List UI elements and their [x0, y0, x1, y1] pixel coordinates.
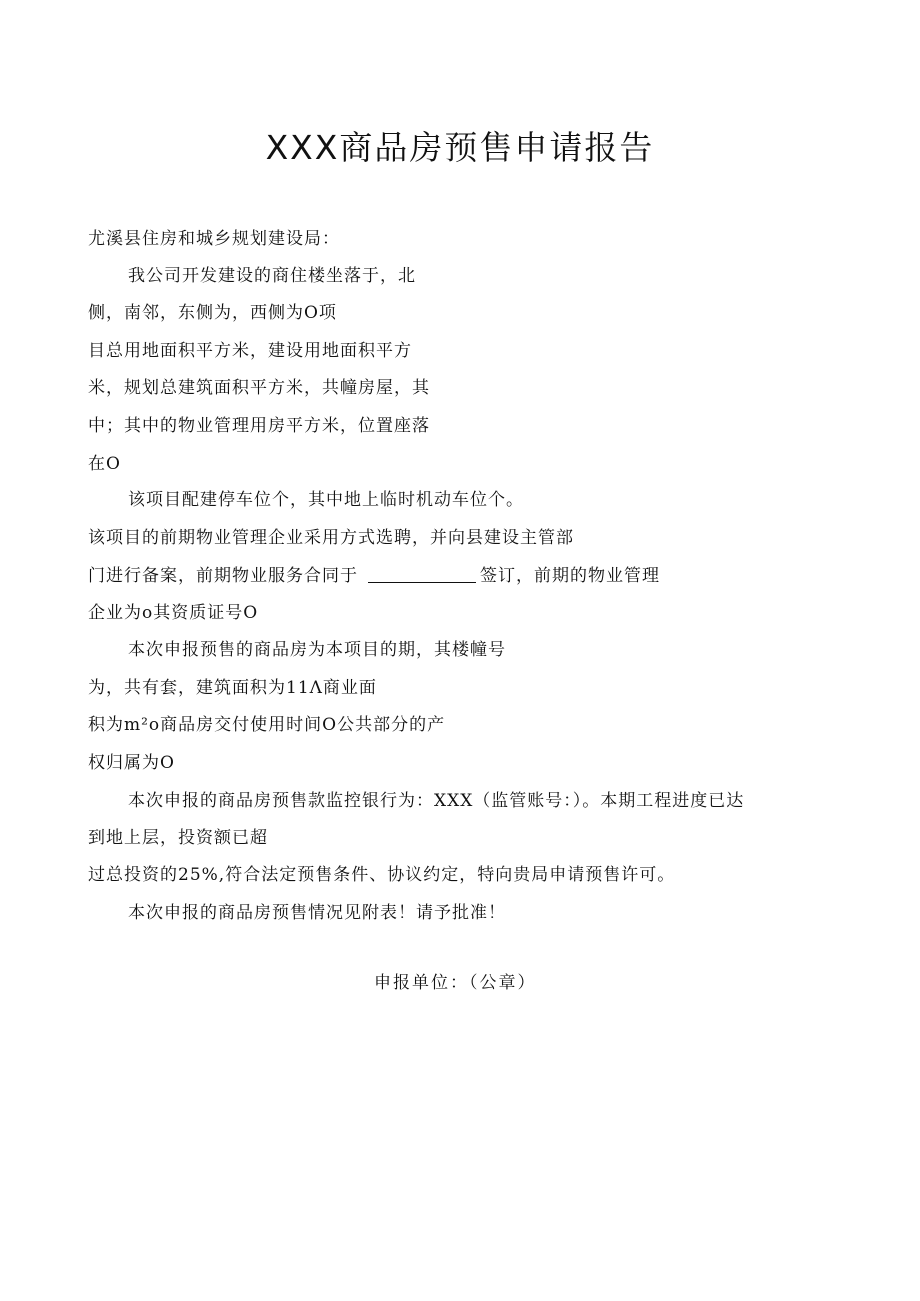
paragraph-line: 为，共有套，建筑面积为11Λ商业面	[88, 678, 377, 698]
paragraph-line: 本次申报的商品房预售情况见附表！请予批准！	[128, 903, 506, 923]
signature-line: 申报单位：（公章）	[374, 973, 537, 993]
paragraph-fragment: 门进行备案，前期物业服务合同于	[88, 566, 358, 586]
paragraph-line: 在O	[88, 454, 121, 474]
document-title: XXX商品房预售申请报告	[265, 128, 655, 167]
paragraph-line: 权归属为O	[88, 753, 175, 773]
paragraph-line: 米，规划总建筑面积平方米，共幢房屋，其	[88, 378, 430, 398]
paragraph-line: 积为m²o商品房交付使用时间O公共部分的产	[88, 715, 446, 735]
paragraph-line: 企业为o其资质证号O	[88, 603, 259, 623]
fill-in-blank	[368, 566, 476, 583]
salutation: 尤溪县住房和城乡规划建设局：	[88, 229, 340, 249]
paragraph-line: 中；其中的物业管理用房平方米，位置座落	[88, 416, 430, 436]
paragraph-line: 到地上层，投资额已超	[88, 828, 268, 848]
paragraph-fragment: 签订，前期的物业管理	[480, 566, 660, 586]
paragraph-line: 该项目的前期物业管理企业采用方式选聘，并向县建设主管部	[88, 528, 574, 548]
paragraph-line-with-blank	[88, 565, 660, 587]
paragraph-line: 目总用地面积平方米，建设用地面积平方	[88, 341, 412, 361]
paragraph-line: 过总投资的25%,符合法定预售条件、协议约定，特向贵局申请预售许可。	[88, 865, 676, 885]
paragraph-line: 本次申报预售的商品房为本项目的期，其楼幢号	[128, 640, 506, 660]
paragraph-line: 我公司开发建设的商住楼坐落于，北	[128, 266, 416, 286]
paragraph-line: 本次申报的商品房预售款监控银行为：XXX（监管账号：）。本期工程进度已达	[128, 791, 745, 811]
paragraph-line: 该项目配建停车位个，其中地上临时机动车位个。	[128, 490, 524, 510]
paragraph-line: 侧，南邻，东侧为，西侧为O项	[88, 303, 337, 323]
